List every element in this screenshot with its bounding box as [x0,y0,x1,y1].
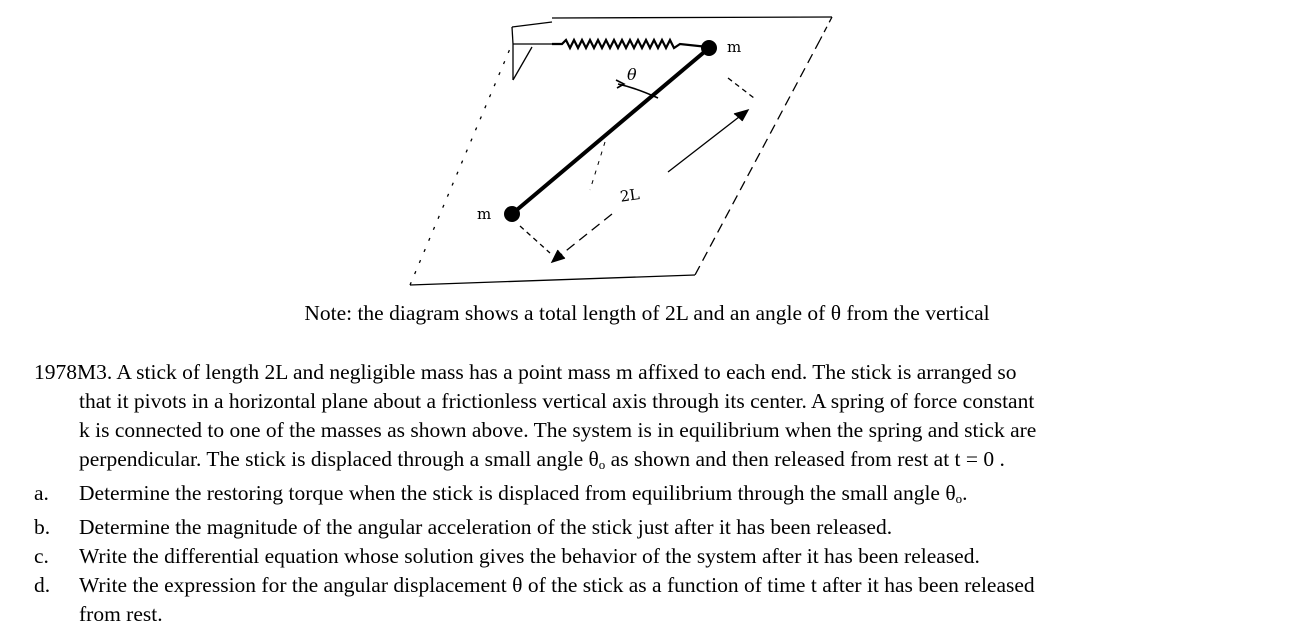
part-d-continuation-text: from rest. [79,602,163,626]
spring [552,40,708,48]
mass-bottom [504,206,520,222]
problem-intro-line-2: that it pivots in a horizontal plane about a frictionless vertical axis through its center. A spring of force constant [79,389,1035,413]
part-d [34,571,1274,600]
part-a-tail: . [962,481,968,505]
theta-subscript: o [598,457,606,472]
part-b [34,513,1274,542]
angle-label: θ [627,65,637,84]
problem-intro-line-4 [34,445,1274,479]
part-c-text: Write the differential equation whose solution gives the behavior of the system after it has been released. [79,544,980,568]
diagram-note: Note: the diagram shows a total length of 2L and an angle of θ from the vertical [304,301,990,325]
mass-top-label: m [727,38,742,56]
problem-intro-line-1: 1978M3. A stick of length 2L and negligible mass has a point mass m affixed to each end. The stick is arranged so [34,360,1017,384]
part-d-continuation [34,600,1274,629]
part-c-letter: c. [34,544,49,568]
length-dimension [520,78,754,262]
plane-outline [410,17,832,285]
equilibrium-line [590,142,605,190]
part-b-letter: b. [34,515,51,539]
problem-intro-line-3: k is connected to one of the masses as shown above. The system is in equilibrium when the spring and stick are [79,418,1037,442]
part-a-letter: a. [34,481,49,505]
angle-arc [618,84,658,98]
diagram [0,0,1294,300]
problem-intro-line-4-tail: as shown and then released from rest at t = 0 . [605,447,1005,471]
part-d-text: Write the expression for the angular displacement θ of the stick as a function of time t after it has been released [79,573,1035,597]
problem-statement [34,358,1274,629]
part-a-subscript: o [955,491,963,506]
part-d-letter: d. [34,573,51,597]
mass-bottom-label: m [477,205,492,223]
problem-intro-line-4-text: perpendicular. The stick is displaced through a small angle θ [79,447,599,471]
part-c [34,542,1274,571]
mass-top [701,40,717,56]
length-label: 2L [618,185,641,206]
part-b-text: Determine the magnitude of the angular acceleration of the stick just after it has been released. [79,515,893,539]
part-a [34,479,1274,513]
stick [512,48,709,214]
part-a-text: Determine the restoring torque when the stick is displaced from equilibrium through the small angle θ [79,481,956,505]
